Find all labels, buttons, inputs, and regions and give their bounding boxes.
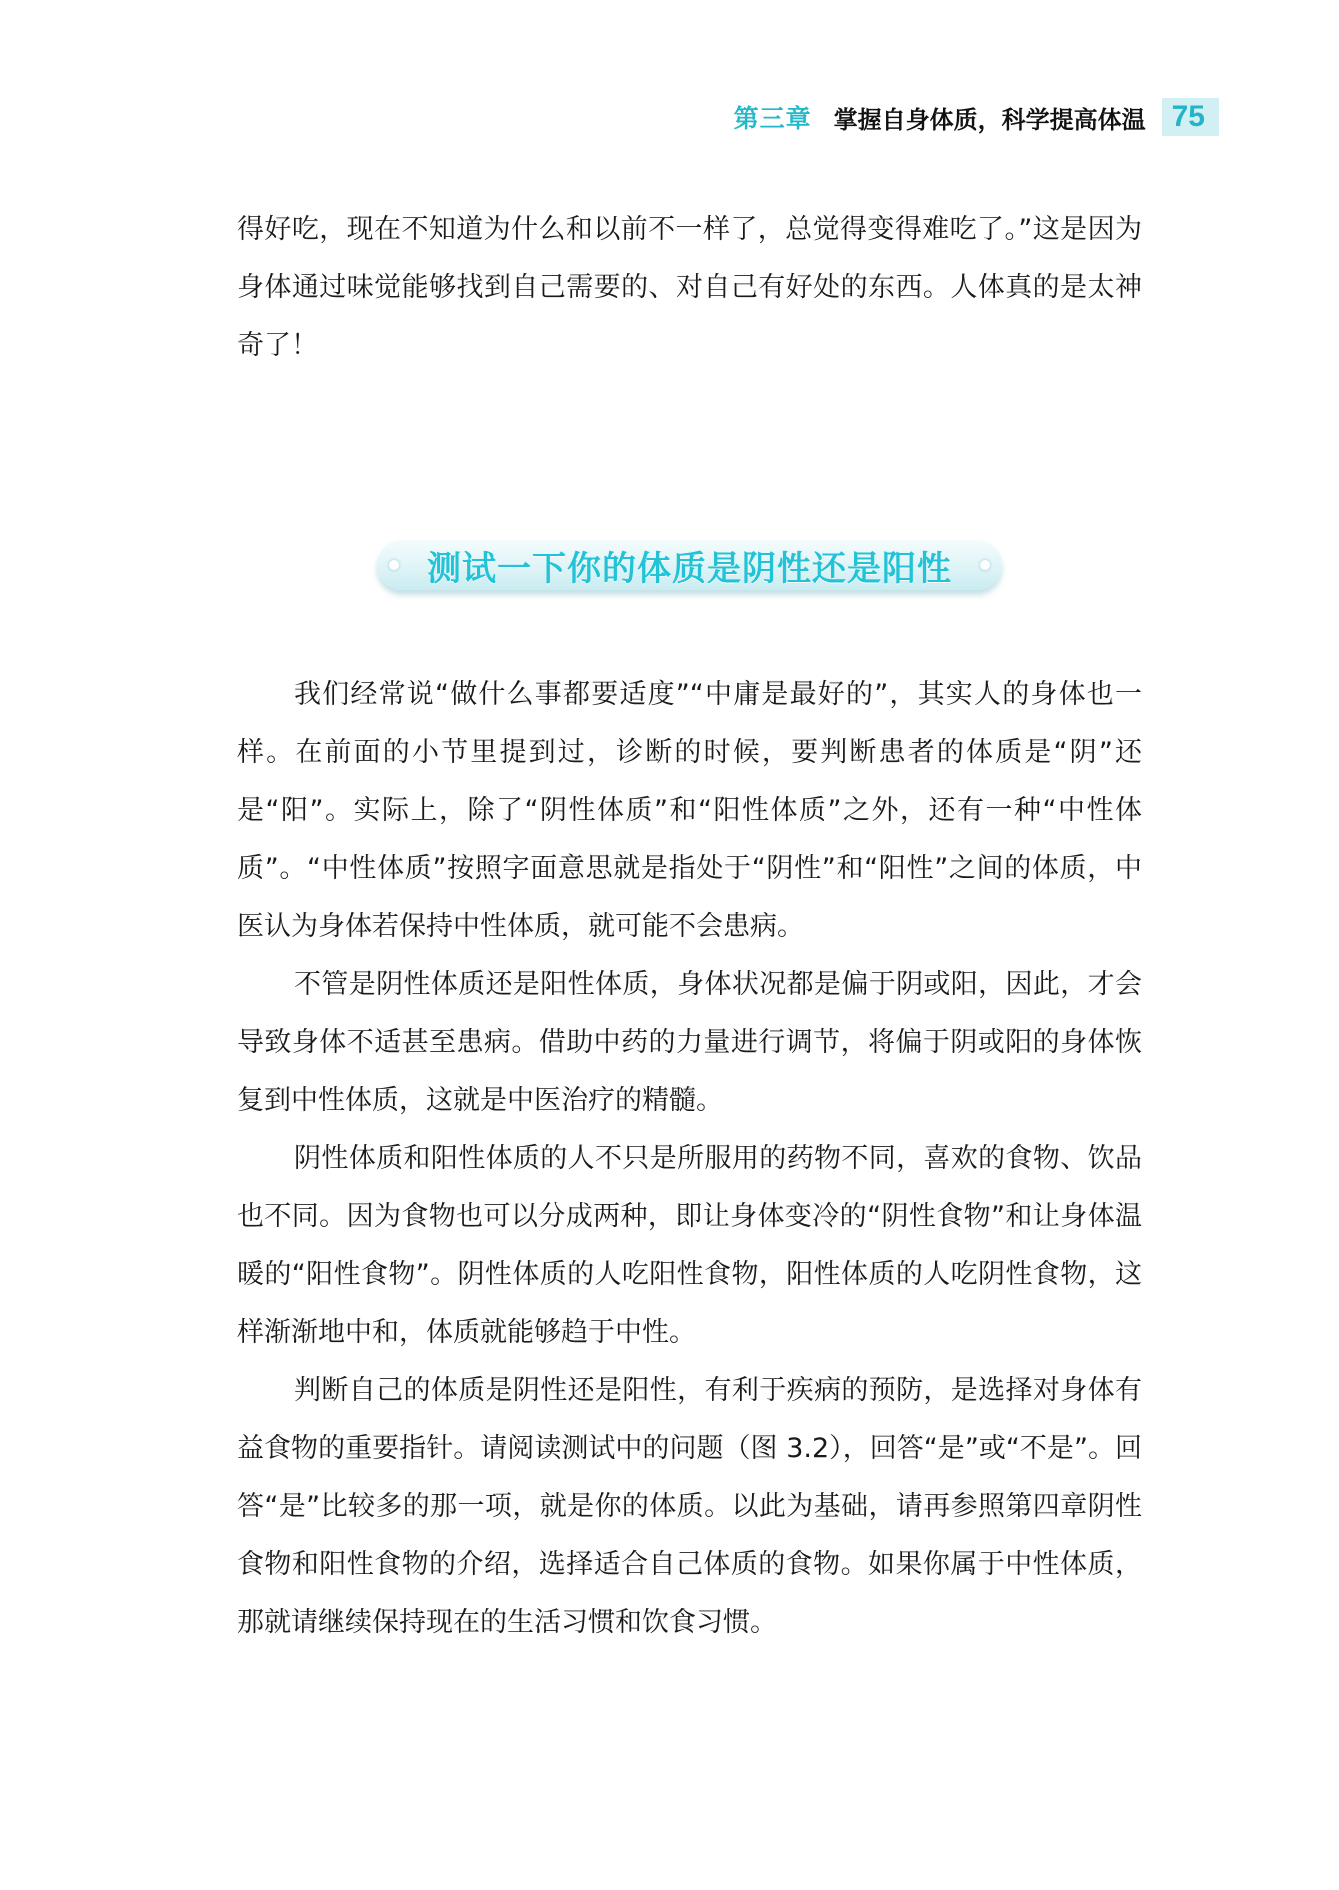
continued-paragraph: [237, 201, 1142, 375]
chapter-label: 第三章: [733, 104, 812, 133]
paragraph-text: 得好吃，现在不知道为什么和以前不一样了，总觉得变得难吃了。”这是因为身体通过味觉能够找到自己需要的、对自己有好处的东西。人体真的是太神奇了！: [237, 214, 1142, 361]
chapter-title: 掌握自身体质，科学提高体温: [833, 105, 1146, 134]
body-text: [237, 666, 1142, 1652]
paragraph-3: 阴性体质和阳性体质的人不只是所服用的药物不同，喜欢的食物、饮品也不同。因为食物也可以分成两种，即让身体变冷的“阴性食物”和让身体温暖的“阳性食物”。阴性体质的人吃阳性食物，阳性体质的人吃阴性食物，这样渐渐地中和，体质就能够趋于中性。: [237, 1143, 1142, 1348]
paragraph-2: 不管是阴性体质还是阳性体质，身体状况都是偏于阴或阳，因此，才会导致身体不适甚至患病。借助中药的力量进行调节，将偏于阴或阳的身体恢复到中性体质，这就是中医治疗的精髓。: [237, 969, 1142, 1116]
running-header: [734, 98, 1219, 136]
page-number: 75: [1162, 98, 1219, 136]
section-heading: 测试一下你的体质是阴性还是阳性: [427, 548, 952, 589]
banner-dot-left-icon: [389, 560, 399, 570]
banner-dot-right-icon: [980, 560, 990, 570]
section-heading-banner: [377, 540, 1002, 590]
paragraph-1: 我们经常说“做什么事都要适度”“中庸是最好的”，其实人的身体也一样。在前面的小节里提到过，诊断的时候，要判断患者的体质是“阴”还是“阳”。实际上，除了“阴性体质”和“阳性体质”之外，还有一种“中性体质”。“中性体质”按照字面意思就是指处于“阴性”和“阳性”之间的体质，中医认为身体若保持中性体质，就可能不会患病。: [237, 679, 1142, 942]
paragraph-4: 判断自己的体质是阴性还是阳性，有利于疾病的预防，是选择对身体有益食物的重要指针。请阅读测试中的问题（图 3.2），回答“是”或“不是”。回答“是”比较多的那一项，就是你的体质。以此为基础，请再参照第四章阴性食物和阳性食物的介绍，选择适合自己体质的食物。如果你属于中性体质，那就请继续保持现在的生活习惯和饮食习惯。: [237, 1375, 1142, 1638]
